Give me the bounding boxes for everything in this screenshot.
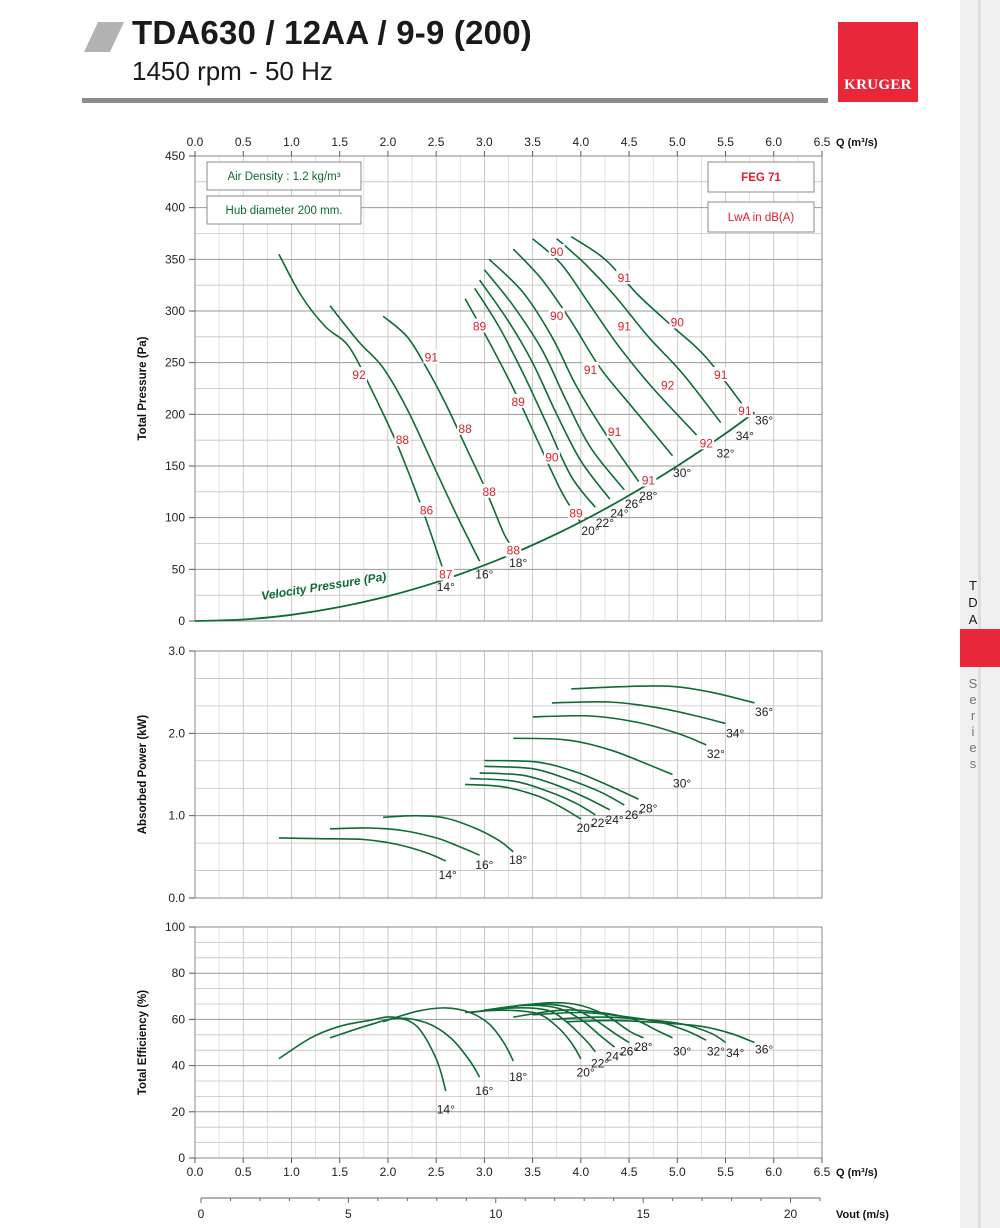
noise-label: 91 xyxy=(607,424,622,439)
vout-tick-label: 20 xyxy=(783,1207,798,1221)
y-tick-label: 0.0 xyxy=(168,891,185,905)
x-tick-label: 5.5 xyxy=(717,1165,734,1179)
noise-label: 91 xyxy=(424,350,439,365)
x-tick-label: 1.5 xyxy=(331,1165,349,1179)
chart-panel-1 xyxy=(137,135,878,628)
x-tick-label: 0.0 xyxy=(186,1165,204,1179)
sidebar-letter-e2: e xyxy=(969,740,977,755)
x-tick-label: 3.5 xyxy=(524,135,541,149)
vout-axis-label: Vout (m/s) xyxy=(836,1209,889,1221)
blade-angle-label: 34° xyxy=(726,726,745,741)
noise-label: 92 xyxy=(699,436,713,451)
blade-angle-label: 14° xyxy=(436,1102,455,1117)
y-tick-label: 0 xyxy=(178,614,185,628)
blade-angle-label: 32° xyxy=(706,1044,725,1059)
y-tick-label: 1.0 xyxy=(168,808,185,823)
x-tick-label: 5.5 xyxy=(717,135,734,149)
blade-angle-label: 14° xyxy=(436,579,455,594)
blade-angle-label: 22° xyxy=(595,515,615,530)
x-tick-label: 1.5 xyxy=(331,135,349,149)
noise-label: 90 xyxy=(550,309,564,324)
blade-angle-label: 22° xyxy=(591,1056,610,1071)
y-axis-label: Total Efficiency (%) xyxy=(137,989,149,1096)
noise-box-text: LwA in dB(A) xyxy=(727,212,795,224)
y-tick-label: 300 xyxy=(164,304,185,318)
info-box-text: Air Density : 1.2 kg/m³ xyxy=(227,171,341,183)
noise-label: 92 xyxy=(352,368,366,383)
noise-label: 86 xyxy=(419,503,434,518)
blade-angle-label: 28° xyxy=(639,488,658,503)
noise-label: 91 xyxy=(714,368,728,383)
sidebar-letter-s: S xyxy=(968,676,978,691)
y-tick-label: 100 xyxy=(164,920,185,934)
noise-label: 91 xyxy=(583,362,598,377)
y-tick-label: 40 xyxy=(171,1058,185,1073)
blade-angle-label: 18° xyxy=(509,1070,528,1085)
blade-angle-label: 30° xyxy=(673,776,692,791)
noise-label: 88 xyxy=(395,433,410,448)
x-tick-label: 6.0 xyxy=(765,1165,783,1179)
blade-angle-label: 28° xyxy=(634,1040,653,1055)
y-tick-label: 350 xyxy=(164,252,185,267)
vout-tick-label: 10 xyxy=(489,1207,503,1221)
sidebar-letter-a: A xyxy=(968,612,978,627)
logo-text: KRUGER xyxy=(844,77,912,93)
x-tick-label: 2.5 xyxy=(427,1165,445,1179)
page-subtitle: 1450 rpm - 50 Hz xyxy=(132,56,333,86)
noise-label: 90 xyxy=(550,245,564,260)
page-title: TDA630 / 12AA / 9-9 (200) xyxy=(132,14,532,51)
x-tick-label: 6.0 xyxy=(765,135,783,149)
noise-label: 90 xyxy=(545,450,559,465)
blade-angle-label: 30° xyxy=(673,1044,692,1059)
x-tick-label: 3.0 xyxy=(476,135,493,149)
x-tick-label: 0.5 xyxy=(234,135,252,149)
blade-angle-label: 24° xyxy=(605,1049,624,1064)
y-tick-label: 50 xyxy=(171,562,185,577)
y-tick-label: 60 xyxy=(171,1012,185,1027)
noise-label: 91 xyxy=(617,270,631,285)
noise-box-text: FEG 71 xyxy=(741,172,781,184)
vout-tick-label: 0 xyxy=(197,1207,205,1221)
noise-label: 89 xyxy=(472,319,487,334)
x-tick-label: 2.0 xyxy=(379,135,397,149)
x-tick-label: 0.0 xyxy=(186,135,204,149)
vout-tick-label: 5 xyxy=(345,1207,352,1221)
blade-angle-label: 14° xyxy=(438,867,457,882)
noise-label: 91 xyxy=(641,473,656,488)
noise-label: 91 xyxy=(617,319,631,334)
blade-angle-label: 32° xyxy=(716,446,735,461)
x-tick-label: 4.5 xyxy=(620,135,638,149)
y-tick-label: 2.0 xyxy=(168,726,185,741)
blade-angle-label: 16° xyxy=(475,858,494,873)
blade-angle-label: 36° xyxy=(755,704,774,719)
y-tick-label: 0 xyxy=(178,1151,185,1165)
x-axis-label: Q (m³/s) xyxy=(836,137,878,149)
noise-label: 92 xyxy=(660,378,675,393)
x-tick-label: 4.0 xyxy=(572,1165,590,1179)
blade-angle-label: 32° xyxy=(706,746,725,761)
y-tick-label: 200 xyxy=(164,407,185,422)
blade-angle-label: 26° xyxy=(624,497,643,512)
blade-angle-label: 20° xyxy=(576,1065,595,1080)
blade-angle-label: 16° xyxy=(475,1084,494,1099)
x-tick-label: 6.5 xyxy=(813,1165,831,1179)
x-tick-label: 0.5 xyxy=(234,1165,252,1179)
blade-angle-label: 34° xyxy=(726,1045,745,1060)
noise-label: 88 xyxy=(458,421,472,436)
y-tick-label: 150 xyxy=(164,459,185,473)
noise-label: 89 xyxy=(569,506,583,521)
blade-angle-label: 36° xyxy=(755,1042,774,1057)
noise-label: 90 xyxy=(670,315,684,330)
info-box-text: Hub diameter 200 mm. xyxy=(225,205,343,217)
noise-label: 88 xyxy=(506,543,521,558)
x-tick-label: 3.0 xyxy=(476,1165,493,1179)
y-axis-label: Absorbed Power (kW) xyxy=(137,714,149,835)
blade-angle-label: 24° xyxy=(605,812,624,827)
blade-angle-label: 30° xyxy=(673,466,692,481)
noise-label: 88 xyxy=(482,484,496,499)
sidebar-letter-d: D xyxy=(968,595,978,610)
y-tick-label: 3.0 xyxy=(168,644,185,658)
blade-angle-label: 22° xyxy=(591,816,610,831)
sidebar-letter-r: r xyxy=(970,708,976,723)
y-tick-label: 400 xyxy=(164,200,185,215)
blade-angle-label: 28° xyxy=(639,801,658,816)
blade-angle-label: 26° xyxy=(624,807,643,822)
x-tick-label: 5.0 xyxy=(668,135,686,149)
blade-angle-label: 36° xyxy=(755,413,774,428)
blade-angle-label: 20° xyxy=(581,524,600,539)
x-tick-label: 1.0 xyxy=(283,135,300,149)
blade-angle-label: 24° xyxy=(610,506,629,521)
y-tick-label: 100 xyxy=(164,510,185,525)
noise-label: 89 xyxy=(511,394,525,409)
sidebar-letter-t: T xyxy=(969,578,977,593)
x-tick-label: 3.5 xyxy=(524,1165,541,1179)
blade-angle-label: 34° xyxy=(735,429,754,444)
y-tick-label: 20 xyxy=(171,1104,185,1119)
blade-angle-label: 26° xyxy=(619,1044,639,1059)
y-tick-label: 250 xyxy=(164,355,185,370)
y-tick-label: 450 xyxy=(164,149,185,163)
blade-angle-label: 20° xyxy=(576,821,595,836)
sidebar-letter-i: i xyxy=(971,724,975,739)
x-axis-label: Q (m³/s) xyxy=(836,1167,878,1179)
vout-tick-label: 15 xyxy=(636,1207,650,1221)
x-tick-label: 2.0 xyxy=(379,1165,397,1179)
sidebar-letter-s2: s xyxy=(969,756,977,771)
x-tick-label: 2.5 xyxy=(427,135,445,149)
y-tick-label: 80 xyxy=(171,966,185,981)
x-tick-label: 4.0 xyxy=(572,135,590,149)
velocity-pressure-label: Velocity Pressure (Pa) xyxy=(260,569,388,603)
chart-panel-2 xyxy=(137,644,822,905)
x-tick-label: 6.5 xyxy=(813,135,831,149)
chart-panel-3 xyxy=(137,920,889,1221)
blade-angle-label: 18° xyxy=(509,556,528,571)
blade-angle-label: 18° xyxy=(509,853,528,868)
noise-label: 91 xyxy=(738,404,752,419)
noise-label: 87 xyxy=(439,567,453,582)
blade-angle-label: 16° xyxy=(475,567,494,582)
y-axis-label: Total Pressure (Pa) xyxy=(137,336,149,441)
x-tick-label: 5.0 xyxy=(668,1165,686,1179)
x-tick-label: 1.0 xyxy=(283,1165,300,1179)
x-tick-label: 4.5 xyxy=(620,1165,638,1179)
sidebar-letter-e1: e xyxy=(969,692,977,707)
